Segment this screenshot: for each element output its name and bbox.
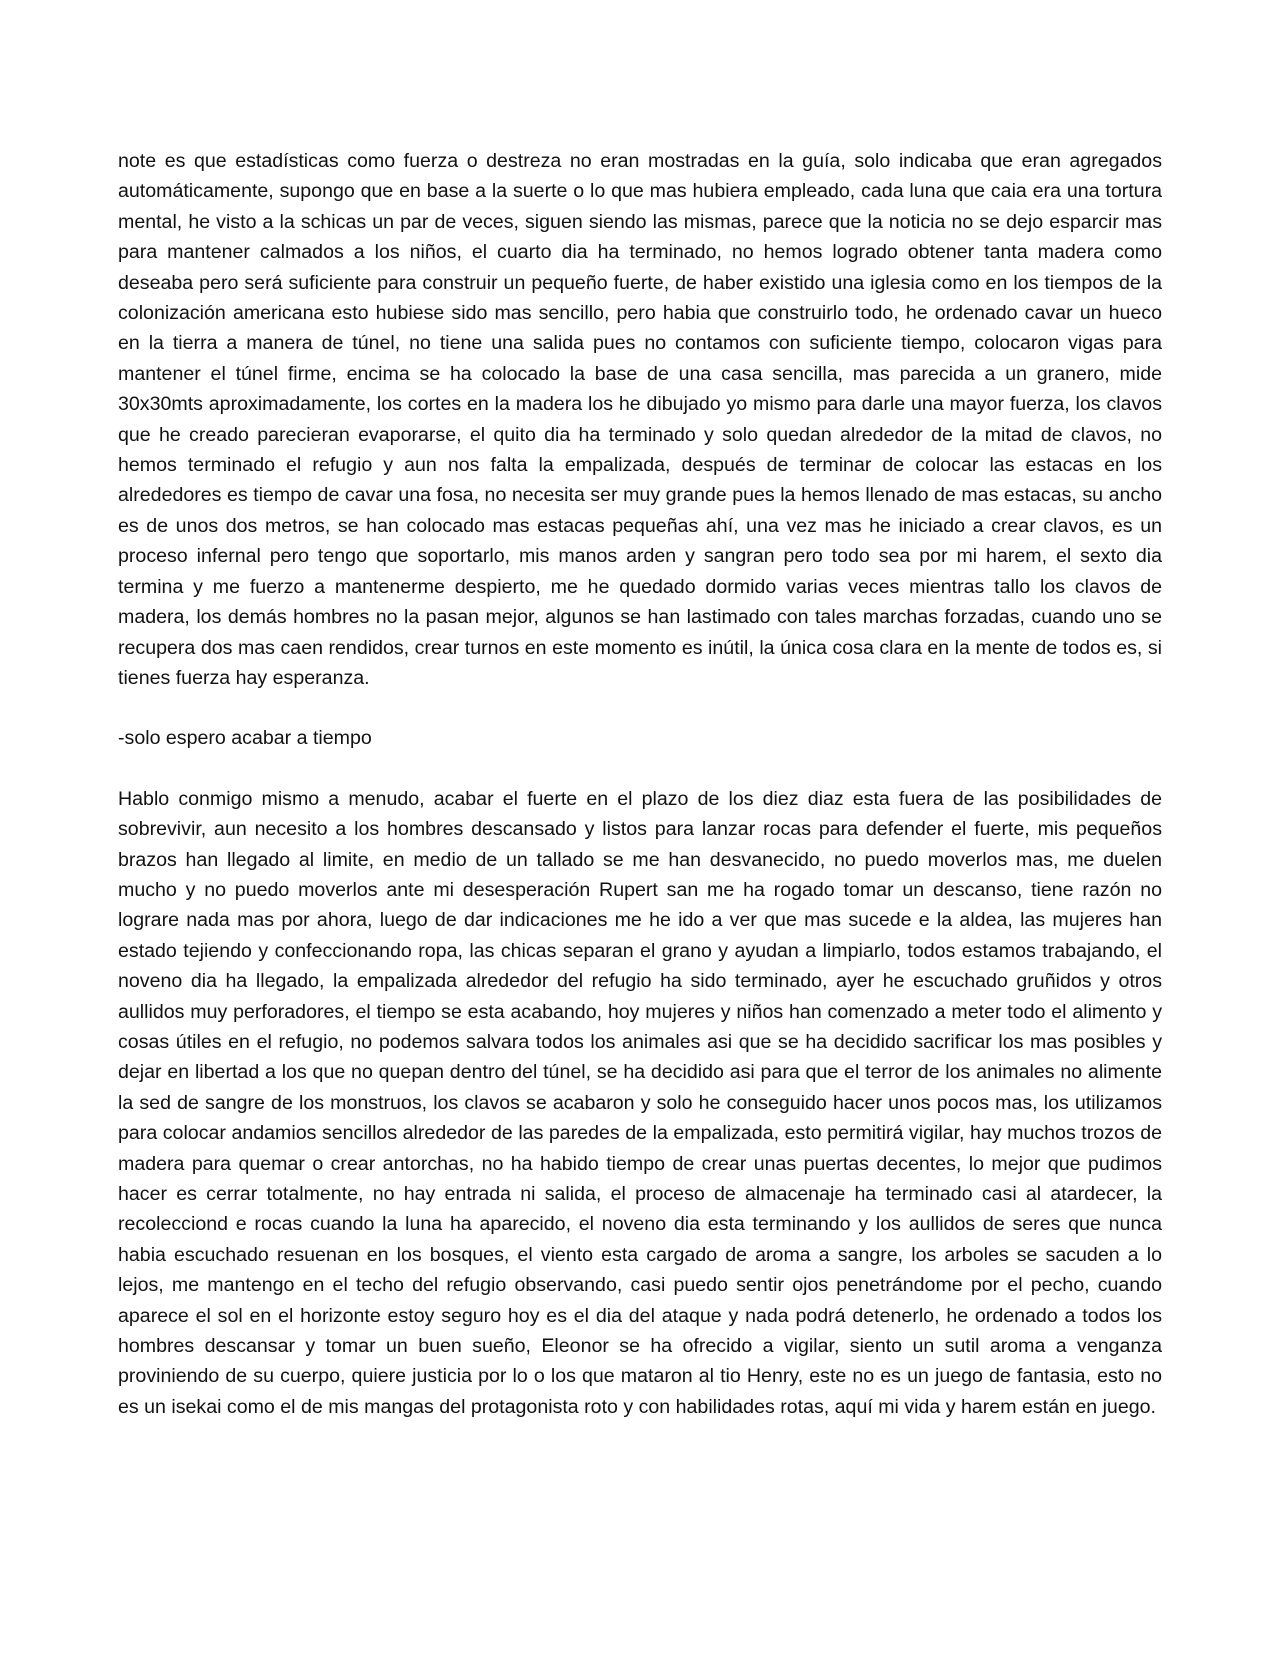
paragraph-3: Hablo conmigo mismo a menudo, acabar el fuerte en el plazo de los diez diaz esta fuera de las posibilidades de sobrevivir, aun necesito a los hombres descansado y listos para lanzar rocas para defender el fuerte, mis pequeños brazos han llegado al limite, en medio de un tallado se me han desvanecido, no puedo moverlos mas, me duelen mucho y no puedo moverlos ante mi desesperación Rupert san me ha rogado tomar un descanso, tiene razón no lograre nada mas por ahora, luego de dar indicaciones me he ido a ver que mas sucede e la aldea, las mujeres han estado tejiendo y confeccionando ropa, las chicas separan el grano y ayudan a limpiarlo, todos estamos trabajando, el noveno dia ha llegado, la empalizada alrededor del refugio ha sido terminado, ayer he escuchado gruñidos y otros aullidos muy perforadores, el tiempo se esta acabando, hoy mujeres y niños han comenzado a meter todo el alimento y cosas útiles en el refugio, no podemos salvara todos los animales asi que se ha decidido sacrificar los mas posibles y dejar en libertad a los que no quepan dentro del túnel, se ha decidido asi para que el terror de los animales no alimente la sed de sangre de los monstruos, los clavos se acabaron y solo he conseguido hacer unos pocos mas, los utilizamos para colocar andamios sencillos alrededor de las paredes de la empalizada, esto permitirá vigilar, hay muchos trozos de madera para quemar o crear antorchas, no ha habido tiempo de crear unas puertas decentes, lo mejor que pudimos hacer es cerrar totalmente, no hay entrada ni salida, el proceso de almacenaje ha terminado casi al atardecer, la recolecciond e rocas cuando la luna ha aparecido, el noveno dia esta terminando y los aullidos de seres que nunca habia escuchado resuenan en los bosques, el viento esta cargado de aroma a sangre, los arboles se sacuden a lo lejos, me mantengo en el techo del refugio observando, casi puedo sentir ojos penetrándome por el pecho, cuando aparece el sol en el horizonte estoy seguro hoy es el dia del ataque y nada podrá detenerlo, he ordenado a todos los hombres descansar y tomar un buen sueño, Eleonor se ha ofrecido a vigilar, siento un sutil aroma a venganza proviniendo de su cuerpo, quiere justicia por lo o los que mataron al tio Henry, este no es un juego de fantasia, esto no es un isekai como el de mis mangas del protagonista roto y con habilidades rotas, aquí mi vida y harem están en juego. xyxy=(118,787,1162,1418)
paragraph-1: note es que estadísticas como fuerza o destreza no eran mostradas en la guía, solo indicaba que eran agregados automáticamente, supongo que en base a la suerte o lo que mas hubiera empleado, cada luna que caia era una tortura mental, he visto a la schicas un par de veces, siguen siendo las mismas, parece que la noticia no se dejo esparcir mas para mantener calmados a los niños, el cuarto dia ha terminado, no hemos logrado obtener tanta madera como deseaba pero será suficiente para construir un pequeño fuerte, de haber existido una iglesia como en los tiempos de la colonización americana esto hubiese sido mas sencillo, pero habia que construirlo todo, he ordenado cavar un hueco en la tierra a manera de túnel, no tiene una salida pues no contamos con suficiente tiempo, colocaron vigas para mantener el túnel firme, encima se ha colocado la base de una casa sencilla, mas parecida a un granero, mide 30x30mts aproximadamente, los cortes en la madera los he dibujado yo mismo para darle una mayor fuerza, los clavos que he creado parecieran evaporarse, el quito dia ha terminado y solo quedan alrededor de la mitad de clavos, no hemos terminado el refugio y aun nos falta la empalizada, después de terminar de colocar las estacas en los alrededores es tiempo de cavar una fosa, no necesita ser muy grande pues la hemos llenado de mas estacas, su ancho es de unos dos metros, se han colocado mas estacas pequeñas ahí, una vez mas he iniciado a crear clavos, es un proceso infernal pero tengo que soportarlo, mis manos arden y sangran pero todo sea por mi harem, el sexto dia termina y me fuerzo a mantenerme despierto, me he quedado dormido varias veces mientras tallo los clavos de madera, los demás hombres no la pasan mejor, algunos se han lastimado con tales marchas forzadas, cuando uno se recupera dos mas caen rendidos, crear turnos en este momento es inútil, la única cosa clara en la mente de todos es, si tienes fuerza hay esperanza. xyxy=(118,150,1162,689)
paragraph-2: -solo espero acabar a tiempo xyxy=(118,727,372,750)
document-page xyxy=(118,146,1162,1422)
